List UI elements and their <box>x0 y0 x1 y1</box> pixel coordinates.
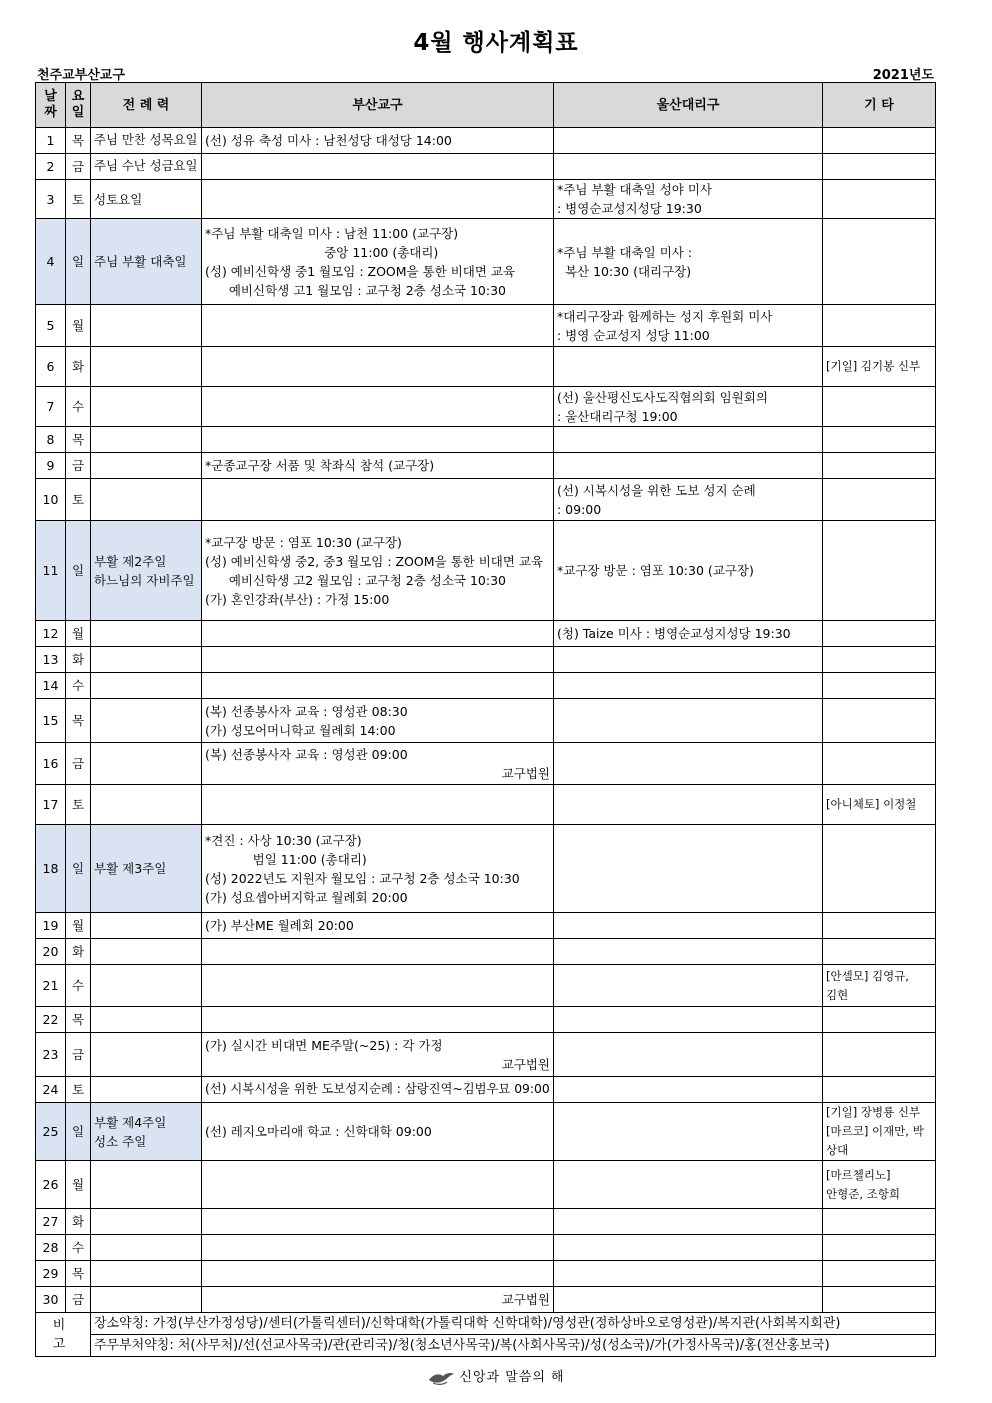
day-cell: 18 <box>36 825 66 913</box>
weekday-cell: 일 <box>66 825 91 913</box>
busan-cell <box>202 743 554 785</box>
weekday-cell: 목 <box>66 128 91 154</box>
busan-event: (가) 성모어머니학교 월례회 14:00 <box>205 722 396 738</box>
col-header-weekday <box>66 83 91 128</box>
busan-event-right: 교구법원 <box>501 1056 550 1072</box>
busan-cell <box>202 479 554 521</box>
ulsan-event: (선) 울산평신도사도직협의회 임원회의 <box>557 389 768 405</box>
busan-event: 예비신학생 고1 월모임 : 교구청 2층 성소국 10:30 <box>205 282 506 298</box>
ulsan-cell <box>554 219 823 305</box>
weekday-cell: 화 <box>66 1209 91 1235</box>
ulsan-cell <box>554 965 823 1007</box>
day-cell: 10 <box>36 479 66 521</box>
busan-event: (가) 실시간 비대면 ME주말(~25) : 각 가정 <box>205 1037 443 1053</box>
busan-cell <box>202 347 554 387</box>
etc-cell <box>823 1007 936 1033</box>
day-cell: 30 <box>36 1287 66 1313</box>
weekday-cell: 수 <box>66 387 91 427</box>
weekday-cell: 월 <box>66 305 91 347</box>
ulsan-event: (청) Taize 미사 : 병영순교성지성당 19:30 <box>557 626 791 641</box>
liturgy-cell <box>91 939 202 965</box>
ulsan-cell <box>554 427 823 453</box>
table-row <box>36 647 936 673</box>
ulsan-cell <box>554 387 823 427</box>
ulsan-cell <box>554 785 823 825</box>
col-header-ulsan: 울산대리구 <box>554 83 823 128</box>
busan-cell <box>202 1007 554 1033</box>
table-row <box>36 128 936 154</box>
ulsan-cell <box>554 1287 823 1313</box>
page-title: 4월 행사계획표 <box>413 30 579 56</box>
etc-cell <box>823 219 936 305</box>
ulsan-cell <box>554 1261 823 1287</box>
ulsan-cell <box>554 521 823 621</box>
busan-event: *견진 : 사상 10:30 (교구장) <box>205 832 362 848</box>
ulsan-cell <box>554 939 823 965</box>
etc-entry: [기일] 장병룡 신부 <box>826 1105 921 1119</box>
weekday-cell: 월 <box>66 1161 91 1209</box>
ulsan-cell <box>554 1235 823 1261</box>
liturgy-cell <box>91 154 202 180</box>
liturgy-cell <box>91 1287 202 1313</box>
day-cell: 9 <box>36 453 66 479</box>
schedule-table <box>35 82 936 1357</box>
busan-event: (성) 예비신학생 중2, 중3 월모임 : ZOOM을 통한 비대면 교육 <box>205 553 544 569</box>
etc-cell <box>823 621 936 647</box>
liturgy-cell <box>91 427 202 453</box>
day-cell: 24 <box>36 1077 66 1103</box>
liturgy-entry: 하느님의 자비주일 <box>94 572 195 588</box>
col-header-day-label: 날짜 <box>44 88 57 120</box>
ulsan-event: : 09:00 <box>557 501 602 517</box>
weekday-cell: 금 <box>66 453 91 479</box>
etc-cell <box>823 154 936 180</box>
day-cell: 2 <box>36 154 66 180</box>
etc-entry: [안셀모] 김영규, <box>826 968 909 983</box>
etc-cell <box>823 305 936 347</box>
ulsan-cell <box>554 1033 823 1077</box>
table-row <box>36 1077 936 1103</box>
busan-event: *주님 부활 대축일 미사 : 남천 11:00 (교구장) <box>205 225 459 241</box>
ulsan-cell <box>554 1103 823 1161</box>
ulsan-cell <box>554 1077 823 1103</box>
liturgy-entry: 부활 제3주일 <box>94 861 167 876</box>
busan-event: (선) 시복시성을 위한 도보성지순례 : 삼랑진역~김범우묘 09:00 <box>205 1082 550 1096</box>
day-cell: 29 <box>36 1261 66 1287</box>
busan-cell <box>202 621 554 647</box>
ulsan-event: : 울산대리구청 19:00 <box>557 408 678 424</box>
etc-entry: [마르코] 이재만, 박상대 <box>826 1124 924 1157</box>
weekday-cell: 일 <box>66 521 91 621</box>
liturgy-entry: 성소 주일 <box>94 1133 147 1149</box>
liturgy-cell <box>91 387 202 427</box>
etc-cell <box>823 939 936 965</box>
busan-cell <box>202 913 554 939</box>
etc-cell <box>823 479 936 521</box>
table-row <box>36 1209 936 1235</box>
etc-cell <box>823 743 936 785</box>
etc-cell <box>823 387 936 427</box>
table-row <box>36 1287 936 1313</box>
etc-cell <box>823 1077 936 1103</box>
table-row <box>36 673 936 699</box>
day-cell: 27 <box>36 1209 66 1235</box>
table-row <box>36 427 936 453</box>
etc-cell <box>823 1235 936 1261</box>
busan-cell <box>202 673 554 699</box>
liturgy-cell <box>91 1007 202 1033</box>
table-row <box>36 699 936 743</box>
busan-cell <box>202 128 554 154</box>
liturgy-cell <box>91 180 202 219</box>
ulsan-cell <box>554 347 823 387</box>
busan-cell <box>202 1033 554 1077</box>
table-row <box>36 219 936 305</box>
etc-cell <box>823 180 936 219</box>
weekday-cell: 일 <box>66 219 91 305</box>
weekday-cell: 금 <box>66 154 91 180</box>
ulsan-event: : 병영순교성지성당 19:30 <box>557 201 702 216</box>
liturgy-cell <box>91 621 202 647</box>
weekday-cell: 목 <box>66 699 91 743</box>
day-cell: 15 <box>36 699 66 743</box>
busan-event: (성) 2022년도 지원자 월모임 : 교구청 2층 성소국 10:30 <box>205 870 520 886</box>
etc-cell <box>823 1209 936 1235</box>
day-cell: 22 <box>36 1007 66 1033</box>
weekday-cell: 수 <box>66 673 91 699</box>
etc-cell <box>823 1033 936 1077</box>
liturgy-cell <box>91 673 202 699</box>
day-cell: 16 <box>36 743 66 785</box>
day-cell: 6 <box>36 347 66 387</box>
year-label: 2021년도 <box>872 68 934 83</box>
weekday-cell: 금 <box>66 743 91 785</box>
col-header-busan: 부산교구 <box>202 83 554 128</box>
ulsan-cell <box>554 453 823 479</box>
ulsan-cell <box>554 1209 823 1235</box>
liturgy-cell <box>91 1235 202 1261</box>
busan-event-right: 교구법원 <box>501 1292 550 1307</box>
etc-cell <box>823 427 936 453</box>
ulsan-cell <box>554 673 823 699</box>
busan-event: 예비신학생 고2 월모임 : 교구청 2층 성소국 10:30 <box>205 572 506 588</box>
busan-event: (가) 성요셉아버지학교 월례회 20:00 <box>205 889 408 905</box>
ulsan-cell <box>554 621 823 647</box>
day-cell: 11 <box>36 521 66 621</box>
etc-cell <box>823 128 936 154</box>
table-row <box>36 913 936 939</box>
etc-entry: [마르첼리노] <box>826 1167 891 1182</box>
liturgy-cell <box>91 825 202 913</box>
table-row <box>36 743 936 785</box>
busan-event: (가) 혼인강좌(부산) : 가정 15:00 <box>205 591 390 607</box>
weekday-cell: 목 <box>66 1261 91 1287</box>
weekday-cell: 화 <box>66 347 91 387</box>
busan-cell <box>202 387 554 427</box>
etc-cell <box>823 785 936 825</box>
busan-cell <box>202 1287 554 1313</box>
busan-cell <box>202 825 554 913</box>
ulsan-cell <box>554 154 823 180</box>
table-row <box>36 785 936 825</box>
notes-offices: 주무부처약칭: 처(사무처)/선(선교사목국)/관(관리국)/청(청소년사목국)/복(사회사목국)/성(성소국)/가(가정사목국)/홍(전산홍보국) <box>91 1335 936 1357</box>
ulsan-event: *교구장 방문 : 염포 10:30 (교구장) <box>557 563 754 578</box>
liturgy-cell <box>91 479 202 521</box>
busan-cell <box>202 154 554 180</box>
busan-cell <box>202 699 554 743</box>
liturgy-cell <box>91 128 202 154</box>
weekday-cell: 목 <box>66 1007 91 1033</box>
liturgy-entry: 주님 부활 대축일 <box>94 254 187 269</box>
table-row <box>36 965 936 1007</box>
table-row <box>36 939 936 965</box>
busan-event: (가) 부산ME 월례회 20:00 <box>205 918 354 933</box>
ulsan-cell <box>554 913 823 939</box>
busan-event: 중앙 11:00 (총대리) <box>205 244 439 260</box>
etc-entry: [아니체토] 이정철 <box>826 797 917 811</box>
busan-cell <box>202 1209 554 1235</box>
table-row <box>36 521 936 621</box>
table-row <box>36 347 936 387</box>
liturgy-cell <box>91 785 202 825</box>
day-cell: 26 <box>36 1161 66 1209</box>
day-cell: 28 <box>36 1235 66 1261</box>
liturgy-entry: 주님 수난 성금요일 <box>94 159 198 173</box>
table-row <box>36 453 936 479</box>
weekday-cell: 토 <box>66 1077 91 1103</box>
ulsan-cell <box>554 305 823 347</box>
notes-row-places <box>36 1313 936 1335</box>
etc-cell <box>823 453 936 479</box>
ulsan-cell <box>554 743 823 785</box>
busan-cell <box>202 1235 554 1261</box>
day-cell: 25 <box>36 1103 66 1161</box>
liturgy-cell <box>91 219 202 305</box>
ulsan-cell <box>554 699 823 743</box>
table-row <box>36 1235 936 1261</box>
etc-entry: 안형준, 조항희 <box>826 1186 900 1201</box>
day-cell: 13 <box>36 647 66 673</box>
liturgy-cell <box>91 1161 202 1209</box>
etc-entry: 김현 <box>826 987 849 1002</box>
weekday-cell: 수 <box>66 965 91 1007</box>
table-row <box>36 387 936 427</box>
weekday-cell: 토 <box>66 785 91 825</box>
liturgy-cell <box>91 1103 202 1161</box>
etc-cell <box>823 1261 936 1287</box>
busan-cell <box>202 939 554 965</box>
weekday-cell: 화 <box>66 939 91 965</box>
etc-cell <box>823 1161 936 1209</box>
liturgy-cell <box>91 965 202 1007</box>
busan-event: 범일 11:00 (총대리) <box>205 851 367 867</box>
day-cell: 12 <box>36 621 66 647</box>
ulsan-event: 복산 10:30 (대리구장) <box>557 263 692 279</box>
org-label: 천주교부산교구 <box>37 68 125 83</box>
col-header-etc: 기 타 <box>823 83 936 128</box>
col-header-day <box>36 83 66 128</box>
ulsan-event: (선) 시복시성을 위한 도보 성지 순례 <box>557 482 756 498</box>
day-cell: 8 <box>36 427 66 453</box>
table-row <box>36 479 936 521</box>
weekday-cell: 목 <box>66 427 91 453</box>
busan-event: (복) 선종봉사자 교육 : 영성관 08:30 <box>205 703 408 719</box>
liturgy-cell <box>91 305 202 347</box>
etc-entry: [기일] 김기봉 신부 <box>826 359 921 373</box>
weekday-cell: 수 <box>66 1235 91 1261</box>
busan-event-right: 교구법원 <box>501 765 550 781</box>
table-header-row <box>36 83 936 128</box>
notes-row-offices <box>36 1335 936 1357</box>
etc-cell <box>823 647 936 673</box>
day-cell: 17 <box>36 785 66 825</box>
weekday-cell: 토 <box>66 180 91 219</box>
busan-event: *교구장 방문 : 염포 10:30 (교구장) <box>205 534 402 550</box>
etc-cell <box>823 521 936 621</box>
ulsan-event: *주님 부활 대축일 성야 미사 <box>557 182 712 197</box>
liturgy-cell <box>91 699 202 743</box>
table-row <box>36 1161 936 1209</box>
weekday-cell: 금 <box>66 1287 91 1313</box>
liturgy-entry: 부활 제2주일 <box>94 553 167 569</box>
liturgy-entry: 부활 제4주일 <box>94 1114 167 1130</box>
weekday-cell: 월 <box>66 913 91 939</box>
day-cell: 14 <box>36 673 66 699</box>
liturgy-entry: 성토요일 <box>94 191 143 207</box>
notes-label: 비 고 <box>36 1313 91 1357</box>
busan-cell <box>202 427 554 453</box>
busan-cell <box>202 785 554 825</box>
etc-cell <box>823 673 936 699</box>
ulsan-cell <box>554 647 823 673</box>
liturgy-cell <box>91 521 202 621</box>
etc-cell <box>823 699 936 743</box>
busan-event: (복) 선종봉사자 교육 : 영성관 09:00 <box>205 746 408 762</box>
busan-cell <box>202 1103 554 1161</box>
day-cell: 23 <box>36 1033 66 1077</box>
liturgy-cell <box>91 1077 202 1103</box>
ulsan-event: *대리구장과 함께하는 성지 후원회 미사 <box>557 308 773 324</box>
busan-event: *군종교구장 서품 및 착좌식 참석 (교구장) <box>205 458 435 473</box>
busan-cell <box>202 1161 554 1209</box>
etc-cell <box>823 1287 936 1313</box>
busan-cell <box>202 305 554 347</box>
liturgy-cell <box>91 1033 202 1077</box>
busan-cell <box>202 647 554 673</box>
busan-cell <box>202 521 554 621</box>
busan-event: (성) 예비신학생 중1 월모임 : ZOOM을 통한 비대면 교육 <box>205 263 516 279</box>
footer <box>0 1366 992 1386</box>
schedule-body <box>36 128 936 1313</box>
busan-event: (선) 레지오마리애 학교 : 신학대학 09:00 <box>205 1124 432 1139</box>
table-row <box>36 154 936 180</box>
etc-cell <box>823 913 936 939</box>
table-row <box>36 1261 936 1287</box>
table-row <box>36 1033 936 1077</box>
busan-cell <box>202 965 554 1007</box>
ulsan-cell <box>554 825 823 913</box>
ulsan-cell <box>554 128 823 154</box>
liturgy-cell <box>91 913 202 939</box>
liturgy-cell <box>91 1261 202 1287</box>
busan-cell <box>202 1261 554 1287</box>
liturgy-cell <box>91 347 202 387</box>
etc-cell <box>823 347 936 387</box>
table-row <box>36 305 936 347</box>
busan-cell <box>202 180 554 219</box>
day-cell: 21 <box>36 965 66 1007</box>
table-row <box>36 1007 936 1033</box>
day-cell: 20 <box>36 939 66 965</box>
ulsan-cell <box>554 479 823 521</box>
weekday-cell: 토 <box>66 479 91 521</box>
day-cell: 1 <box>36 128 66 154</box>
col-header-weekday-label: 요일 <box>71 88 85 120</box>
etc-cell <box>823 825 936 913</box>
weekday-cell: 월 <box>66 621 91 647</box>
etc-cell <box>823 1103 936 1161</box>
table-row <box>36 180 936 219</box>
table-row <box>36 825 936 913</box>
busan-cell <box>202 219 554 305</box>
liturgy-entry: 주님 만찬 성목요일 <box>94 133 198 147</box>
day-cell: 7 <box>36 387 66 427</box>
weekday-cell: 금 <box>66 1033 91 1077</box>
liturgy-cell <box>91 743 202 785</box>
weekday-cell: 화 <box>66 647 91 673</box>
liturgy-cell <box>91 647 202 673</box>
day-cell: 5 <box>36 305 66 347</box>
ulsan-cell <box>554 180 823 219</box>
liturgy-cell <box>91 453 202 479</box>
busan-cell <box>202 453 554 479</box>
day-cell: 19 <box>36 913 66 939</box>
etc-cell <box>823 965 936 1007</box>
dove-icon <box>427 1370 455 1386</box>
weekday-cell: 일 <box>66 1103 91 1161</box>
busan-cell <box>202 1077 554 1103</box>
ulsan-event: *주님 부활 대축일 미사 : <box>557 244 693 260</box>
liturgy-cell <box>91 1209 202 1235</box>
notes-places: 장소약칭: 가정(부산가정성당)/센터(가톨릭센터)/신학대학(가톨릭대학 신학대학)/영성관(정하상바오로영성관)/복지관(사회복지회관) <box>91 1313 936 1335</box>
table-row <box>36 1103 936 1161</box>
busan-event: (선) 성유 축성 미사 : 남천성당 대성당 14:00 <box>205 133 452 148</box>
ulsan-cell <box>554 1007 823 1033</box>
ulsan-event: : 병영 순교성지 성당 11:00 <box>557 327 710 343</box>
day-cell: 4 <box>36 219 66 305</box>
footer-slogan: 신앙과 말씀의 해 <box>459 1370 565 1385</box>
table-row <box>36 621 936 647</box>
ulsan-cell <box>554 1161 823 1209</box>
day-cell: 3 <box>36 180 66 219</box>
col-header-liturgy: 전 례 력 <box>91 83 202 128</box>
